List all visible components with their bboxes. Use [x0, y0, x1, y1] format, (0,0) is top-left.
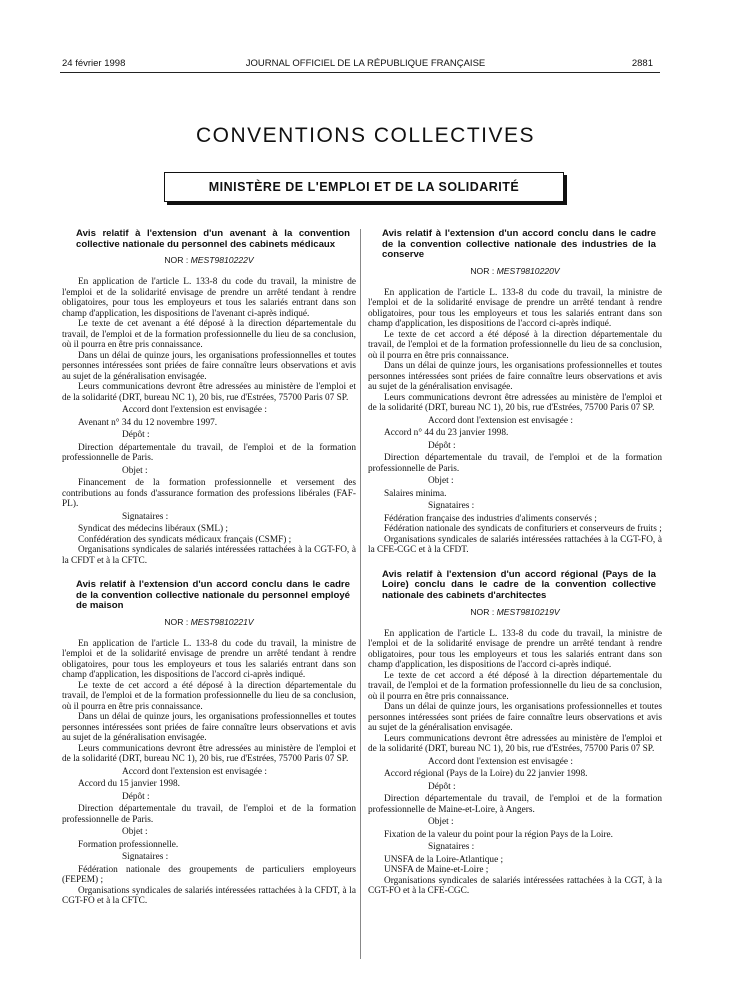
depot-value: Direction départementale du travail, de l'emploi et de la formation professionnelle de Paris.: [62, 442, 356, 464]
paragraph: Le texte de cet avenant a été déposé à la direction départementale du travail, de l'emploi et de la formation professionnelle du lieu de sa conclusion, où il pourra en être pris connaissance.: [62, 319, 356, 351]
signataires-label: Signataires :: [122, 511, 169, 522]
list-item: UNSFA de la Loire-Atlantique ;: [384, 854, 504, 865]
signataires-list: [368, 855, 662, 897]
header-date: 24 février 1998: [62, 58, 126, 69]
depot-value: Direction départementale du travail, de l'emploi et de la formation professionnelle de Paris.: [368, 453, 662, 474]
signataires-list: [368, 514, 662, 556]
paragraph: Dans un délai de quinze jours, les organisations professionnelles et toutes personnes intéressées sont priées de faire connaître leurs observations et avis au sujet de la généralisation envisagée.: [62, 712, 356, 744]
paragraph: En application de l'article L. 133-8 du code du travail, la ministre de l'emploi et de la solidarité envisage de prendre un arrêté tendant à rendre obligatoires, pour tous les employeurs et tous les salariés entrant dans son champ d'application, les dispositions de l'accord ci-après indiqué.: [368, 628, 662, 671]
depot-value: Direction départementale du travail, de l'emploi et de la formation professionnelle de Paris.: [62, 804, 356, 825]
paragraph: Leurs communications devront être adressées au ministère de l'emploi et de la solidarité (DRT, bureau NC 1), 20 bis, rue d'Estrées, 75700 Paris 07 SP.: [62, 743, 356, 765]
paragraph: Leurs communications devront être adressées au ministère de l'emploi et de la solidarité (DRT, bureau NC 1), 20 bis, rue d'Estrées, 75700 Paris 07 SP.: [62, 382, 356, 403]
nor-label: NOR :: [164, 616, 189, 627]
list-item: Organisations syndicales de salariés intéressées rattachées à la CGT-FO, à la CFE-CGC et à la CFDT.: [368, 534, 662, 556]
nor-label: NOR :: [470, 606, 495, 617]
list-item: UNSFA de Maine-et-Loire ;: [384, 865, 489, 876]
depot-label: Dépôt :: [122, 430, 150, 441]
paragraph: Dans un délai de quinze jours, les organisations professionnelles et toutes personnes intéressées sont priées de faire connaître leurs observations et avis au sujet de la généralisation envisagée.: [62, 350, 356, 382]
accord-value: Accord n° 44 du 23 janvier 1998.: [384, 428, 509, 439]
notice-title: Avis relatif à l'extension d'un avenant à la convention collective nationale du personnel des cabinets médicaux: [76, 228, 350, 250]
list-item: Fédération française des industries d'aliments conservés ;: [384, 513, 597, 524]
paragraph: Leurs communications devront être adressées au ministère de l'emploi et de la solidarité (DRT, bureau NC 1), 20 bis, rue d'Estrées, 75700 Paris 07 SP.: [368, 392, 662, 414]
accord-value: Avenant n° 34 du 12 novembre 1997.: [78, 417, 218, 428]
list-item: Confédération des syndicats médicaux français (CSMF) ;: [78, 534, 292, 545]
nor-code: MEST9810221V: [190, 616, 254, 627]
notice-cabinets-architectes: [368, 570, 662, 897]
paragraph: Dans un délai de quinze jours, les organisations professionnelles et toutes personnes intéressées sont priées de faire connaître leurs observations et avis au sujet de la généralisation envisagée.: [368, 702, 662, 734]
accord-label: Accord dont l'extension est envisagée :: [428, 415, 573, 426]
paragraph: En application de l'article L. 133-8 du code du travail, la ministre de l'emploi et de la solidarité envisage de prendre un arrêté tendant à rendre obligatoires, pour tous les employeurs et tous les salariés entrant dans son champ d'application, les dispositions de l'accord ci-après indiqué.: [368, 287, 662, 330]
paragraph: Dans un délai de quinze jours, les organisations professionnelles et toutes personnes intéressées sont priées de faire connaître leurs observations et avis au sujet de la généralisation envisagée.: [368, 361, 662, 393]
nor-reference: [368, 266, 662, 276]
accord-label: Accord dont l'extension est envisagée :: [122, 405, 267, 416]
accord-value: Accord régional (Pays de la Loire) du 22 janvier 1998.: [384, 769, 588, 780]
objet-value: Fixation de la valeur du point pour la région Pays de la Loire.: [384, 829, 614, 840]
nor-label: NOR :: [164, 255, 189, 266]
nor-label: NOR :: [470, 265, 495, 276]
list-item: Syndicat des médecins libéraux (SML) ;: [78, 524, 229, 535]
paragraph: Leurs communications devront être adressées au ministère de l'emploi et de la solidarité (DRT, bureau NC 1), 20 bis, rue d'Estrées, 75700 Paris 07 SP.: [368, 733, 662, 755]
ministry-title: MINISTÈRE DE L'EMPLOI ET DE LA SOLIDARITÉ: [208, 180, 520, 194]
objet-value: Formation professionnelle.: [78, 839, 179, 850]
page-title: CONVENTIONS COLLECTIVES: [195, 124, 536, 147]
list-item: Organisations syndicales de salariés intéressées rattachées à la CGT-FO, à la CFDT et à la CFTC.: [62, 545, 356, 566]
column-divider: [360, 229, 361, 959]
nor-code: MEST9810222V: [190, 255, 254, 266]
objet-value: Salaires minima.: [384, 488, 447, 499]
objet-label: Objet :: [122, 465, 148, 476]
list-item: Organisations syndicales de salariés intéressées rattachées à la CFDT, à la CGT-FO et à la CFTC.: [62, 885, 356, 907]
objet-value: Financement de la formation professionnelle et versement des contributions au fonds d'assurance formation des professions libérales (FAF-PL).: [62, 478, 356, 510]
paragraph: En application de l'article L. 133-8 du code du travail, la ministre de l'emploi et de la solidarité envisage de prendre un arrêté tendant à rendre obligatoires, pour tous les employeurs et tous les salariés entrant dans son champ d'application, les dispositions de l'accord ci-après indiqué.: [62, 638, 356, 681]
objet-label: Objet :: [122, 827, 148, 838]
left-column: [62, 229, 356, 921]
accord-value: Accord du 15 janvier 1998.: [78, 779, 180, 790]
notice-employe-de-maison: [62, 580, 356, 907]
accord-label: Accord dont l'extension est envisagée :: [428, 756, 573, 767]
signataires-label: Signataires :: [428, 842, 475, 853]
notice-title: Avis relatif à l'extension d'un accord conclu dans le cadre de la convention collective nationale des industries de la conserve: [382, 228, 656, 261]
objet-label: Objet :: [428, 476, 454, 487]
nor-reference: [62, 617, 356, 627]
depot-label: Dépôt :: [428, 781, 456, 792]
notice-cabinets-medicaux: [62, 229, 356, 566]
depot-label: Dépôt :: [428, 440, 456, 451]
paragraph: Le texte de cet accord a été déposé à la direction départementale du travail, de l'emploi et de la formation professionnelle du lieu de sa conclusion, où il pourra en être pris connaissance.: [368, 329, 662, 361]
notice-industries-conserve: [368, 229, 662, 556]
nor-code: MEST9810220V: [496, 265, 560, 276]
paragraph: Le texte de cet accord a été déposé à la direction départementale du travail, de l'emploi et de la formation professionnelle du lieu de sa conclusion, où il pourra en être pris connaissance.: [368, 670, 662, 702]
notice-title: Avis relatif à l'extension d'un accord régional (Pays de la Loire) conclu dans le cadre de la convention collective nationale des cabinets d'architectes: [382, 568, 656, 601]
list-item: Organisations syndicales de salariés intéressées rattachées à la CGT, à la CGT-FO et à la CFE-CGC.: [368, 875, 662, 897]
signataires-list: [62, 524, 356, 566]
header-journal-title: JOURNAL OFFICIEL DE LA RÉPUBLIQUE FRANÇAISE: [245, 58, 486, 69]
accord-label: Accord dont l'extension est envisagée :: [122, 766, 267, 777]
list-item: Fédération nationale des syndicats de confituriers et conserveurs de fruits ;: [384, 524, 662, 535]
nor-reference: [62, 255, 356, 265]
depot-label: Dépôt :: [122, 791, 150, 802]
paragraph: En application de l'article L. 133-8 du code du travail, la ministre de l'emploi et de la solidarité envisage de prendre un arrêté tendant à rendre obligatoires, pour tous les employeurs et tous les salariés entrant dans son champ d'application, les dispositions de l'avenant ci-après indiqué.: [62, 277, 356, 319]
signataires-label: Signataires :: [428, 501, 475, 512]
signataires-label: Signataires :: [122, 852, 169, 863]
header-page-number: 2881: [631, 58, 653, 69]
list-item: Fédération nationale des groupements de particuliers employeurs (FEPEM) ;: [62, 864, 356, 886]
depot-value: Direction départementale du travail, de l'emploi et de la formation professionnelle de Maine-et-Loire, à Angers.: [368, 794, 662, 815]
notice-title: Avis relatif à l'extension d'un accord conclu dans le cadre de la convention collective nationale du personnel employé de maison: [76, 579, 350, 612]
signataires-list: [62, 865, 356, 907]
header-divider: [60, 72, 660, 73]
nor-code: MEST9810219V: [496, 606, 560, 617]
objet-label: Objet :: [428, 817, 454, 828]
nor-reference: [368, 607, 662, 617]
paragraph: Le texte de cet accord a été déposé à la direction départementale du travail, de l'emploi et de la formation professionnelle du lieu de sa conclusion, où il pourra en être pris connaissance.: [62, 680, 356, 712]
ministry-banner: [164, 172, 564, 202]
right-column: [368, 229, 662, 911]
